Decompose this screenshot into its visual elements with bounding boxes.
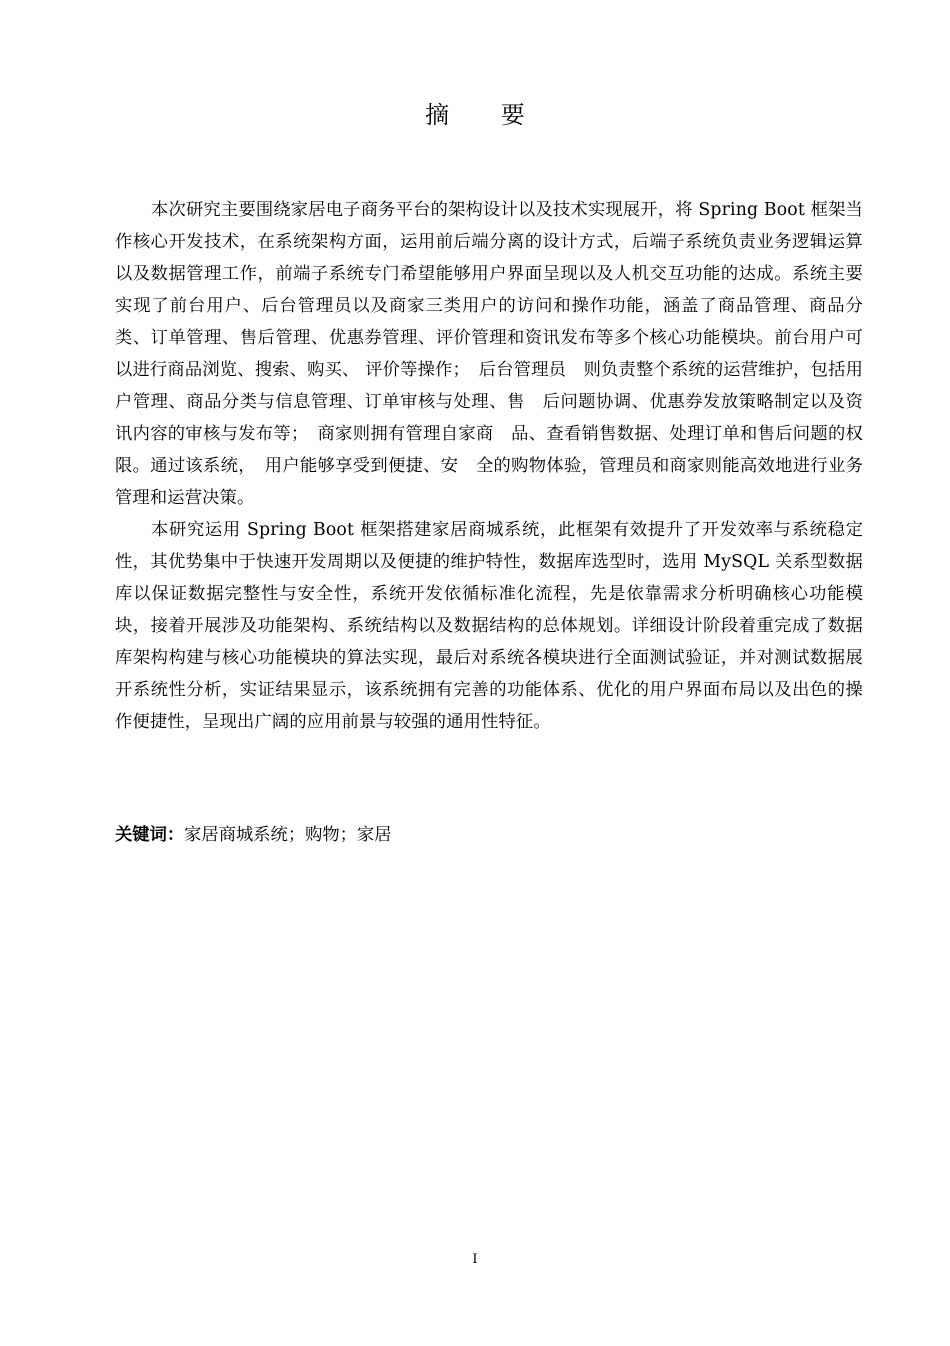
keywords-line [115, 819, 392, 851]
keywords-value: 家居商城系统；购物；家居 [184, 825, 392, 845]
abstract-title: 摘 要 [425, 101, 547, 129]
page-number: I [472, 1252, 478, 1267]
abstract-paragraph-2: 本研究运用 Spring Boot 框架搭建家居商城系统，此框架有效提升了开发效率与系统稳定性，其优势集中于快速开发周期以及便捷的维护特性，数据库选型时，选用 MySQL 关系型数据库以保证数据完整性与安全性，系统开发依循标准化流程，先是依靠需求分析明确核心功能模块，接着开展涉及功能架构、系统结构以及数据结构的总体规划。详细设计阶段着重完成了数据库架构构建与核心功能模块的算法实现，最后对系统各模块进行全面测试验证，并对测试数据展开系统性分析，实证结果显示，该系统拥有完善的功能体系、优化的用户界面布局以及出色的操作便捷性，呈现出广阔的应用前景与较强的通用性特征。 [115, 520, 863, 732]
abstract-paragraph-1: 本次研究主要围绕家居电子商务平台的架构设计以及技术实现展开，将 Spring Boot 框架当作核心开发技术，在系统架构方面，运用前后端分离的设计方式，后端子系统负责业务逻辑运算以及数据管理工作，前端子系统专门希望能够用户界面呈现以及人机交互功能的达成。系统主要实现了前台用户、后台管理员以及商家三类用户的访问和操作功能，涵盖了商品管理、商品分类、订单管理、售后管理、优惠券管理、评价管理和资讯发布等多个核心功能模块。前台用户可以进行商品浏览、搜索、购买、 评价等操作； 后台管理员 则负责整个系统的运营维护，包括用户管理、商品分类与信息管理、订单审核与处理、售 后问题协调、优惠券发放策略制定以及资讯内容的审核与发布等； 商家则拥有管理自家商 品、查看销售数据、处理订单和售后问题的权限。通过该系统， 用户能够享受到便捷、安 全的购物体验，管理员和商家则能高效地进行业务管理和运营决策。 [115, 200, 863, 508]
keywords-label: 关键词： [115, 825, 185, 845]
abstract-body [115, 194, 863, 738]
